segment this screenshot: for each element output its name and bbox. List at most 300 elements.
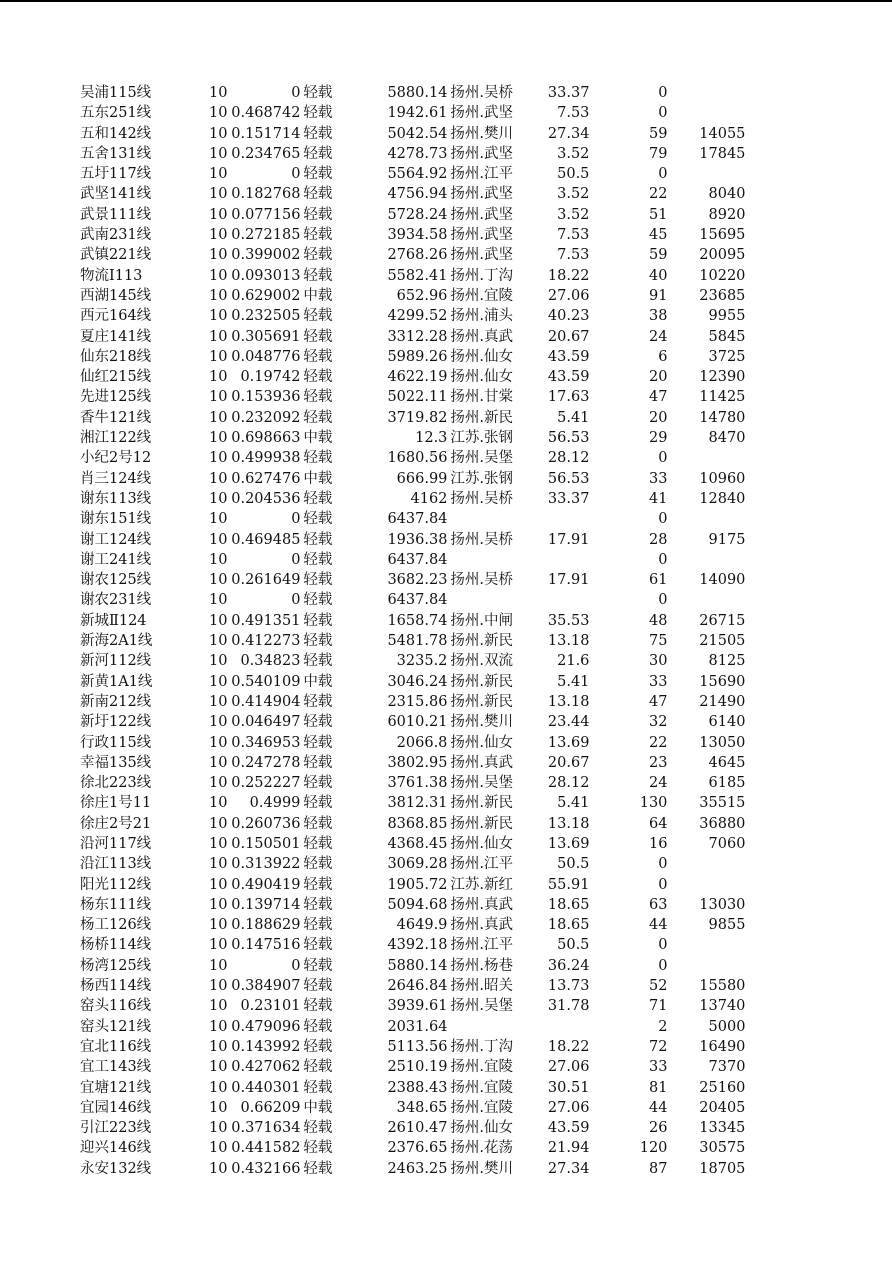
cell-substation: 扬州.新民 — [450, 633, 514, 650]
cell-substation: 扬州.武坚 — [450, 206, 514, 223]
cell-user-count: 48 — [648, 612, 668, 629]
cell-margin-value: 2510.19 — [387, 1059, 448, 1076]
table-row — [80, 773, 745, 793]
cell-voltage-kv: 10 — [208, 876, 228, 893]
cell-capacity: 7370 — [708, 1059, 746, 1076]
cell-margin-value: 3682.23 — [387, 572, 448, 589]
cell-line-name: 肖三124线 — [80, 470, 152, 487]
cell-voltage-kv: 10 — [208, 430, 228, 447]
cell-substation: 扬州.新民 — [450, 795, 514, 812]
cell-capacity: 35515 — [699, 795, 746, 812]
cell-load-rate: 0.150501 — [231, 835, 301, 852]
cell-margin-value: 3312.28 — [387, 328, 448, 345]
cell-margin-value: 5094.68 — [387, 896, 448, 913]
cell-load-rate: 0.441582 — [231, 1140, 301, 1157]
cell-distance — [518, 590, 589, 610]
table-row — [80, 184, 745, 204]
cell-load-rate: 0.204536 — [231, 490, 301, 507]
cell-line-name: 窑头116线 — [80, 998, 152, 1015]
cell-load-status: 轻载 — [303, 206, 333, 223]
cell-capacity — [667, 956, 745, 976]
cell-distance: 13.73 — [547, 978, 590, 995]
cell-load-rate: 0.151714 — [231, 125, 301, 142]
cell-capacity: 9175 — [708, 531, 746, 548]
table-row — [80, 530, 745, 550]
cell-margin-value: 5022.11 — [387, 389, 448, 406]
cell-load-status: 轻载 — [303, 876, 333, 893]
cell-distance: 20.67 — [547, 754, 590, 771]
cell-load-status: 轻载 — [303, 328, 333, 345]
cell-margin-value: 3046.24 — [387, 673, 448, 690]
cell-load-status: 轻载 — [303, 795, 333, 812]
cell-load-status: 轻载 — [303, 775, 333, 792]
cell-user-count: 0 — [658, 937, 668, 954]
cell-user-count: 2 — [658, 1018, 668, 1035]
cell-line-name: 谢东151线 — [80, 511, 152, 528]
cell-capacity: 9955 — [708, 308, 746, 325]
cell-margin-value: 3719.82 — [387, 409, 448, 426]
cell-line-name: 香牛121线 — [80, 409, 152, 426]
cell-capacity: 7060 — [708, 835, 746, 852]
cell-load-rate: 0.384907 — [231, 978, 301, 995]
cell-substation: 扬州.仙女 — [450, 1120, 514, 1137]
cell-voltage-kv: 10 — [208, 511, 228, 528]
cell-line-name: 新海2A1线 — [80, 633, 153, 650]
cell-load-status: 轻载 — [303, 856, 333, 873]
cell-voltage-kv: 10 — [208, 166, 228, 183]
cell-distance: 18.22 — [547, 1038, 590, 1055]
table-row — [80, 448, 745, 468]
cell-line-name: 五东251线 — [80, 105, 152, 122]
table-row — [80, 124, 745, 144]
cell-capacity: 14780 — [699, 409, 746, 426]
cell-load-status: 轻载 — [303, 85, 333, 101]
cell-load-rate: 0.313922 — [231, 856, 301, 873]
cell-substation: 扬州.吴桥 — [450, 572, 514, 589]
cell-substation — [447, 509, 518, 529]
cell-voltage-kv: 10 — [208, 896, 228, 913]
cell-distance: 27.06 — [547, 287, 590, 304]
cell-capacity — [667, 509, 745, 529]
cell-user-count: 29 — [648, 430, 668, 447]
cell-load-status: 轻载 — [303, 490, 333, 507]
cell-user-count: 79 — [648, 145, 668, 162]
cell-load-rate: 0.627476 — [231, 470, 301, 487]
cell-load-rate: 0.440301 — [231, 1079, 301, 1096]
cell-load-rate: 0.143992 — [231, 1038, 301, 1055]
cell-line-name: 杨湾125线 — [80, 957, 152, 974]
cell-substation: 扬州.浦头 — [450, 308, 514, 325]
cell-voltage-kv: 10 — [208, 267, 228, 284]
cell-line-name: 谢工241线 — [80, 551, 152, 568]
cell-line-name: 窑头121线 — [80, 1018, 152, 1035]
cell-load-rate: 0.468742 — [231, 105, 301, 122]
cell-substation: 扬州.樊川 — [450, 1160, 514, 1177]
cell-voltage-kv: 10 — [208, 450, 228, 467]
cell-voltage-kv: 10 — [208, 531, 228, 548]
cell-user-count: 51 — [648, 206, 668, 223]
cell-line-name: 武南231线 — [80, 227, 152, 244]
cell-distance: 30.51 — [547, 1079, 590, 1096]
cell-substation: 扬州.宜陵 — [450, 1079, 514, 1096]
cell-voltage-kv: 10 — [208, 754, 228, 771]
cell-substation: 扬州.武坚 — [450, 227, 514, 244]
cell-margin-value: 6437.84 — [387, 551, 448, 568]
cell-margin-value: 5113.56 — [387, 1038, 448, 1055]
cell-distance: 3.52 — [557, 186, 590, 203]
table-row — [80, 1138, 745, 1158]
table-row — [80, 996, 745, 1016]
cell-margin-value: 1658.74 — [387, 612, 448, 629]
cell-user-count: 47 — [648, 389, 668, 406]
cell-capacity: 36880 — [699, 815, 746, 832]
table-row — [80, 814, 745, 834]
cell-distance: 18.22 — [547, 267, 590, 284]
cell-user-count: 120 — [639, 1140, 668, 1157]
cell-voltage-kv: 10 — [208, 125, 228, 142]
cell-capacity: 13050 — [699, 734, 746, 751]
cell-load-status: 轻载 — [303, 653, 333, 670]
cell-load-status: 轻载 — [303, 1160, 333, 1177]
cell-capacity: 8470 — [708, 430, 746, 447]
cell-user-count: 16 — [648, 835, 668, 852]
cell-voltage-kv: 10 — [208, 835, 228, 852]
cell-capacity: 11425 — [699, 389, 746, 406]
cell-line-name: 湘江122线 — [80, 430, 152, 447]
cell-load-rate: 0.232505 — [231, 308, 301, 325]
cell-load-status: 轻载 — [303, 693, 333, 710]
cell-voltage-kv: 10 — [208, 227, 228, 244]
cell-capacity: 10220 — [699, 267, 746, 284]
cell-line-name: 西元164线 — [80, 308, 152, 325]
cell-line-name: 五圩117线 — [80, 166, 152, 183]
cell-voltage-kv: 10 — [208, 673, 228, 690]
cell-user-count: 64 — [648, 815, 668, 832]
cell-substation: 扬州.仙女 — [450, 348, 514, 365]
cell-load-rate: 0.153936 — [231, 389, 301, 406]
cell-capacity: 8040 — [708, 186, 746, 203]
cell-user-count: 26 — [648, 1120, 668, 1137]
cell-user-count: 38 — [648, 308, 668, 325]
cell-distance: 28.12 — [547, 775, 590, 792]
cell-margin-value: 2388.43 — [387, 1079, 448, 1096]
cell-load-status: 轻载 — [303, 267, 333, 284]
cell-voltage-kv: 10 — [208, 1140, 228, 1157]
cell-substation: 扬州.吴堡 — [450, 450, 514, 467]
cell-load-status: 轻载 — [303, 835, 333, 852]
cell-distance: 50.5 — [557, 937, 590, 954]
cell-substation: 扬州.江平 — [450, 856, 514, 873]
table-row — [80, 387, 745, 407]
cell-user-count: 33 — [648, 673, 668, 690]
cell-load-rate: 0.412273 — [231, 633, 301, 650]
cell-margin-value: 6437.84 — [387, 592, 448, 609]
cell-margin-value: 5728.24 — [387, 206, 448, 223]
cell-load-status: 轻载 — [303, 754, 333, 771]
cell-margin-value: 3812.31 — [387, 795, 448, 812]
table-row — [80, 550, 745, 570]
cell-substation: 扬州.真武 — [450, 896, 514, 913]
cell-substation: 扬州.吴堡 — [450, 998, 514, 1015]
cell-capacity: 8125 — [708, 653, 746, 670]
cell-voltage-kv: 10 — [208, 308, 228, 325]
cell-distance: 7.53 — [557, 247, 590, 264]
cell-substation: 扬州.昭关 — [450, 978, 514, 995]
cell-load-rate: 0.34823 — [240, 653, 301, 670]
cell-margin-value: 3761.38 — [387, 775, 448, 792]
cell-voltage-kv: 10 — [208, 653, 228, 670]
cell-line-name: 新黄1A1线 — [80, 673, 153, 690]
cell-load-status: 轻载 — [303, 1018, 333, 1035]
cell-substation — [447, 550, 518, 570]
cell-distance: 43.59 — [547, 1120, 590, 1137]
cell-load-status: 轻载 — [303, 815, 333, 832]
cell-capacity — [667, 875, 745, 895]
cell-voltage-kv: 10 — [208, 937, 228, 954]
table-row — [80, 144, 745, 164]
cell-capacity — [667, 935, 745, 955]
cell-line-name: 杨西114线 — [80, 978, 152, 995]
cell-user-count: 0 — [658, 450, 668, 467]
cell-voltage-kv: 10 — [208, 1018, 228, 1035]
cell-substation: 扬州.樊川 — [450, 125, 514, 142]
cell-capacity — [667, 550, 745, 570]
cell-load-rate: 0.272185 — [231, 227, 301, 244]
cell-substation: 扬州.丁沟 — [450, 267, 514, 284]
cell-capacity: 30575 — [699, 1140, 746, 1157]
cell-capacity: 15690 — [699, 673, 746, 690]
cell-margin-value: 2376.65 — [387, 1140, 448, 1157]
cell-capacity: 8920 — [708, 206, 746, 223]
cell-user-count: 33 — [648, 470, 668, 487]
cell-load-rate: 0.371634 — [231, 1120, 301, 1137]
cell-load-status: 轻载 — [303, 308, 333, 325]
cell-line-name: 沿河117线 — [80, 835, 152, 852]
cell-line-name: 西湖145线 — [80, 287, 152, 304]
cell-load-rate: 0 — [291, 511, 301, 528]
cell-user-count: 28 — [648, 531, 668, 548]
cell-load-status: 轻载 — [303, 247, 333, 264]
cell-line-name: 仙东218线 — [80, 348, 152, 365]
cell-line-name: 徐庄2号21 — [80, 815, 152, 832]
cell-line-name: 谢东113线 — [80, 490, 152, 507]
cell-line-name: 谢农231线 — [80, 592, 152, 609]
cell-load-status: 轻载 — [303, 145, 333, 162]
cell-capacity: 14055 — [699, 125, 746, 142]
cell-distance: 43.59 — [547, 348, 590, 365]
table-row — [80, 205, 745, 225]
cell-voltage-kv: 10 — [208, 734, 228, 751]
cell-user-count: 45 — [648, 227, 668, 244]
cell-load-status: 轻载 — [303, 166, 333, 183]
cell-margin-value: 3069.28 — [387, 856, 448, 873]
table-row — [80, 1078, 745, 1098]
cell-margin-value: 3802.95 — [387, 754, 448, 771]
cell-margin-value: 5880.14 — [387, 85, 448, 101]
cell-voltage-kv: 10 — [208, 998, 228, 1015]
cell-user-count: 40 — [648, 267, 668, 284]
cell-load-rate: 0.139714 — [231, 896, 301, 913]
table-row — [80, 245, 745, 265]
cell-user-count: 130 — [639, 795, 668, 812]
cell-substation: 扬州.宜陵 — [450, 287, 514, 304]
cell-capacity — [667, 103, 745, 123]
cell-distance: 36.24 — [547, 957, 590, 974]
cell-margin-value: 2315.86 — [387, 693, 448, 710]
cell-load-rate: 0.346953 — [231, 734, 301, 751]
cell-capacity: 17845 — [699, 145, 746, 162]
cell-margin-value: 1905.72 — [387, 876, 448, 893]
cell-substation: 扬州.宜陵 — [450, 1059, 514, 1076]
cell-load-status: 轻载 — [303, 998, 333, 1015]
cell-capacity: 15580 — [699, 978, 746, 995]
cell-load-rate: 0.19742 — [240, 369, 301, 386]
cell-user-count: 22 — [648, 186, 668, 203]
cell-margin-value: 2066.8 — [396, 734, 448, 751]
cell-load-rate: 0.234765 — [231, 145, 301, 162]
table-row — [80, 895, 745, 915]
cell-margin-value: 6010.21 — [387, 714, 448, 731]
cell-user-count: 59 — [648, 247, 668, 264]
table-row — [80, 347, 745, 367]
cell-voltage-kv: 10 — [208, 105, 228, 122]
cell-distance: 33.37 — [547, 490, 590, 507]
cell-load-rate: 0.479096 — [231, 1018, 301, 1035]
cell-user-count: 47 — [648, 693, 668, 710]
cell-load-status: 轻载 — [303, 734, 333, 751]
cell-load-status: 轻载 — [303, 1120, 333, 1137]
cell-substation: 扬州.仙女 — [450, 734, 514, 751]
cell-load-status: 轻载 — [303, 125, 333, 142]
cell-capacity: 15695 — [699, 227, 746, 244]
cell-distance: 5.41 — [557, 673, 590, 690]
cell-distance: 5.41 — [557, 409, 590, 426]
cell-load-rate: 0.182768 — [231, 186, 301, 203]
cell-load-rate: 0.698663 — [231, 430, 301, 447]
cell-voltage-kv: 10 — [208, 348, 228, 365]
cell-margin-value: 3939.61 — [387, 998, 448, 1015]
cell-line-name: 杨桥114线 — [80, 937, 152, 954]
table-row — [80, 367, 745, 387]
cell-margin-value: 12.3 — [415, 430, 448, 447]
cell-voltage-kv: 10 — [208, 978, 228, 995]
cell-distance: 18.65 — [547, 896, 590, 913]
table-row — [80, 469, 745, 489]
cell-distance: 27.06 — [547, 1099, 590, 1116]
cell-user-count: 44 — [648, 1099, 668, 1116]
cell-margin-value: 5481.78 — [387, 633, 448, 650]
table-row — [80, 834, 745, 854]
cell-distance: 27.34 — [547, 1160, 590, 1177]
cell-voltage-kv: 10 — [208, 693, 228, 710]
top-border-line — [0, 0, 892, 2]
table-row — [80, 1057, 745, 1077]
table-row — [80, 875, 745, 895]
cell-substation: 扬州.花荡 — [450, 1140, 514, 1157]
cell-substation: 扬州.樊川 — [450, 714, 514, 731]
cell-capacity: 5000 — [708, 1018, 746, 1035]
cell-distance: 27.06 — [547, 1059, 590, 1076]
cell-margin-value: 6437.84 — [387, 511, 448, 528]
cell-margin-value: 4299.52 — [387, 308, 448, 325]
cell-substation: 江苏.新红 — [450, 876, 514, 893]
table-row — [80, 266, 745, 286]
cell-distance: 23.44 — [547, 714, 590, 731]
cell-capacity: 23685 — [699, 287, 746, 304]
cell-load-status: 轻载 — [303, 389, 333, 406]
cell-load-rate: 0.432166 — [231, 1160, 301, 1177]
cell-distance: 43.59 — [547, 369, 590, 386]
cell-distance: 55.91 — [547, 876, 590, 893]
cell-load-rate: 0.077156 — [231, 206, 301, 223]
cell-line-name: 宜北116线 — [80, 1038, 152, 1055]
table-row — [80, 83, 745, 103]
cell-line-name: 宜园146线 — [80, 1099, 152, 1116]
table-row — [80, 225, 745, 245]
cell-substation: 扬州.中闸 — [450, 612, 514, 629]
cell-line-name: 沿江113线 — [80, 856, 152, 873]
cell-voltage-kv: 10 — [208, 369, 228, 386]
cell-load-status: 轻载 — [303, 551, 333, 568]
cell-capacity: 5845 — [708, 328, 746, 345]
cell-line-name: 徐庄1号11 — [80, 795, 152, 812]
cell-capacity: 6185 — [708, 775, 746, 792]
cell-line-name: 吴浦115线 — [80, 85, 152, 101]
cell-capacity: 9855 — [708, 917, 746, 934]
cell-line-name: 谢工124线 — [80, 531, 152, 548]
cell-substation: 扬州.仙女 — [450, 835, 514, 852]
cell-distance: 33.37 — [547, 85, 590, 101]
cell-line-name: 夏庄141线 — [80, 328, 152, 345]
cell-load-status: 中载 — [303, 430, 333, 447]
cell-line-name: 杨东111线 — [80, 896, 152, 913]
cell-distance — [518, 550, 589, 570]
cell-load-rate: 0.427062 — [231, 1059, 301, 1076]
table-row — [80, 509, 745, 529]
table-row — [80, 956, 745, 976]
cell-line-name: 新城Ⅱ124 — [80, 612, 147, 629]
cell-distance: 7.53 — [557, 105, 590, 122]
table-row — [80, 651, 745, 671]
cell-distance: 13.69 — [547, 734, 590, 751]
cell-voltage-kv: 10 — [208, 1038, 228, 1055]
cell-line-name: 仙红215线 — [80, 369, 152, 386]
cell-load-status: 轻载 — [303, 1059, 333, 1076]
cell-load-rate: 0 — [291, 85, 301, 101]
table-row — [80, 611, 745, 631]
cell-voltage-kv: 10 — [208, 917, 228, 934]
cell-voltage-kv: 10 — [208, 1160, 228, 1177]
cell-margin-value: 4278.73 — [387, 145, 448, 162]
table-row — [80, 692, 745, 712]
cell-capacity: 25160 — [699, 1079, 746, 1096]
cell-margin-value: 666.99 — [396, 470, 448, 487]
cell-load-status: 中载 — [303, 1099, 333, 1116]
cell-load-rate: 0.247278 — [231, 754, 301, 771]
cell-distance: 28.12 — [547, 450, 590, 467]
table-row — [80, 286, 745, 306]
cell-load-rate: 0.491351 — [231, 612, 301, 629]
cell-distance: 50.5 — [557, 166, 590, 183]
table-body — [80, 83, 745, 1179]
cell-line-name: 新河112线 — [80, 653, 152, 670]
table-row — [80, 712, 745, 732]
cell-margin-value: 2031.64 — [387, 1018, 448, 1035]
cell-load-status: 中载 — [303, 287, 333, 304]
cell-distance: 40.23 — [547, 308, 590, 325]
cell-capacity: 14090 — [699, 572, 746, 589]
table-row — [80, 1118, 745, 1138]
